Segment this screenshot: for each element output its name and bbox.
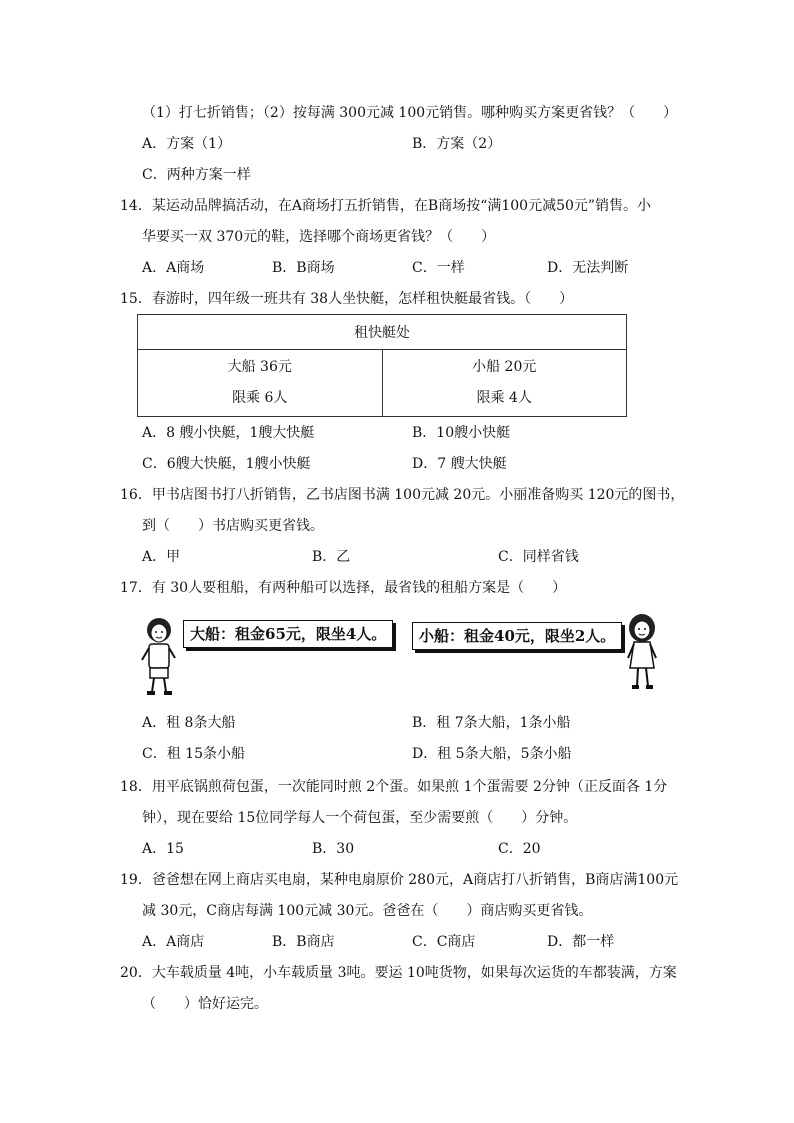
q15-option-c[interactable]: C．6艘大快艇，1艘小快艇 <box>142 456 311 472</box>
q13-option-b[interactable]: B．方案（2） <box>412 136 502 152</box>
rental-big-boat-cell <box>138 350 383 417</box>
q16-stem-line1: 16．甲书店图书打八折销售，乙书店图书满 100元减 20元。小丽准备购买 120元的图书， <box>120 487 685 503</box>
q17-option-a[interactable]: A．租 8条大船 <box>142 715 236 731</box>
q14-stem-line2: 华要买一双 370元的鞋，选择哪个商场更省钱？（ ） <box>142 229 496 245</box>
big-boat-capacity: 限乘 6人 <box>232 390 288 406</box>
q18-option-c[interactable]: C．20 <box>498 841 541 857</box>
q17-option-d[interactable]: D．租 5条大船，5条小船 <box>412 746 572 762</box>
q19-stem-line1: 19．爸爸想在网上商店买电扇，某种电扇原价 280元，A商店打八折销售，B商店满100元 <box>120 872 679 888</box>
q15-option-b[interactable]: B．10艘小快艇 <box>412 425 511 441</box>
girl-figure-icon <box>620 612 664 694</box>
q19-option-c[interactable]: C．C商店 <box>412 934 476 950</box>
q14-option-a[interactable]: A．A商场 <box>142 260 205 276</box>
q18-option-b[interactable]: B．30 <box>312 841 355 857</box>
q13-option-a[interactable]: A．方案（1） <box>142 136 232 152</box>
small-boat-price: 小船 20元 <box>472 359 537 375</box>
q14-option-b[interactable]: B．B商场 <box>272 260 335 276</box>
q18-stem-line2: 钟），现在要给 15位同学每人一个荷包蛋，至少需要煎（ ）分钟。 <box>142 810 578 826</box>
q13-stem: （1）打七折销售；（2）按每满 300元减 100元销售。哪种购买方案更省钱？（ ） <box>142 105 678 121</box>
q19-option-d[interactable]: D．都一样 <box>547 934 615 950</box>
big-boat-price: 大船 36元 <box>227 359 292 375</box>
q14-stem-line1: 14．某运动品牌搞活动，在A商场打五折销售，在B商场按“满100元减50元”销售。小 <box>120 198 652 214</box>
small-boat-capacity: 限乘 4人 <box>476 390 532 406</box>
q19-option-a[interactable]: A．A商店 <box>142 934 205 950</box>
q17-stem: 17．有 30人要租船，有两种船可以选择，最省钱的租船方案是（ ） <box>120 580 567 596</box>
q20-stem-line2: （ ）恰好运完。 <box>142 996 268 1012</box>
q16-option-c[interactable]: C．同样省钱 <box>498 549 579 565</box>
q16-option-b[interactable]: B．乙 <box>312 549 351 565</box>
boy-figure-icon <box>137 616 181 698</box>
q13-option-c[interactable]: C．两种方案一样 <box>142 167 251 183</box>
rental-table-title: 租快艇处 <box>138 315 627 350</box>
q16-stem-line2: 到（ ）书店购买更省钱。 <box>142 518 324 534</box>
q15-option-d[interactable]: D．7 艘大快艇 <box>412 456 507 472</box>
q15-stem: 15．春游时，四年级一班共有 38人坐快艇，怎样租快艇最省钱。（ ） <box>120 291 574 307</box>
q14-option-d[interactable]: D．无法判断 <box>547 260 629 276</box>
rental-small-boat-cell <box>382 350 627 417</box>
q16-option-a[interactable]: A．甲 <box>142 549 181 565</box>
q18-option-a[interactable]: A．15 <box>142 841 184 857</box>
q20-stem-line1: 20．大车载质量 4吨，小车载质量 3吨。要运 10吨货物，如果每次运货的车都装满，方案 <box>120 965 677 981</box>
q19-stem-line2: 减 30元，C商店每满 100元减 30元。爸爸在（ ）商店购买更省钱。 <box>142 903 593 919</box>
q15-option-a[interactable]: A．8 艘小快艇，1艘大快艇 <box>142 425 315 441</box>
q17-option-c[interactable]: C．租 15条小船 <box>142 746 245 762</box>
q17-option-b[interactable]: B．租 7条大船，1条小船 <box>412 715 571 731</box>
q18-stem-line1: 18．用平底锅煎荷包蛋，一次能同时煎 2个蛋。如果煎 1个蛋需要 2分钟（正反面各 1分 <box>120 779 668 795</box>
big-boat-speech-bubble: 大船：租金65元，限坐4人。 <box>183 620 393 648</box>
q19-option-b[interactable]: B．B商店 <box>272 934 335 950</box>
small-boat-speech-bubble: 小船：租金40元，限坐2人。 <box>412 622 622 650</box>
boat-rental-table <box>137 314 627 417</box>
q14-option-c[interactable]: C．一样 <box>412 260 465 276</box>
